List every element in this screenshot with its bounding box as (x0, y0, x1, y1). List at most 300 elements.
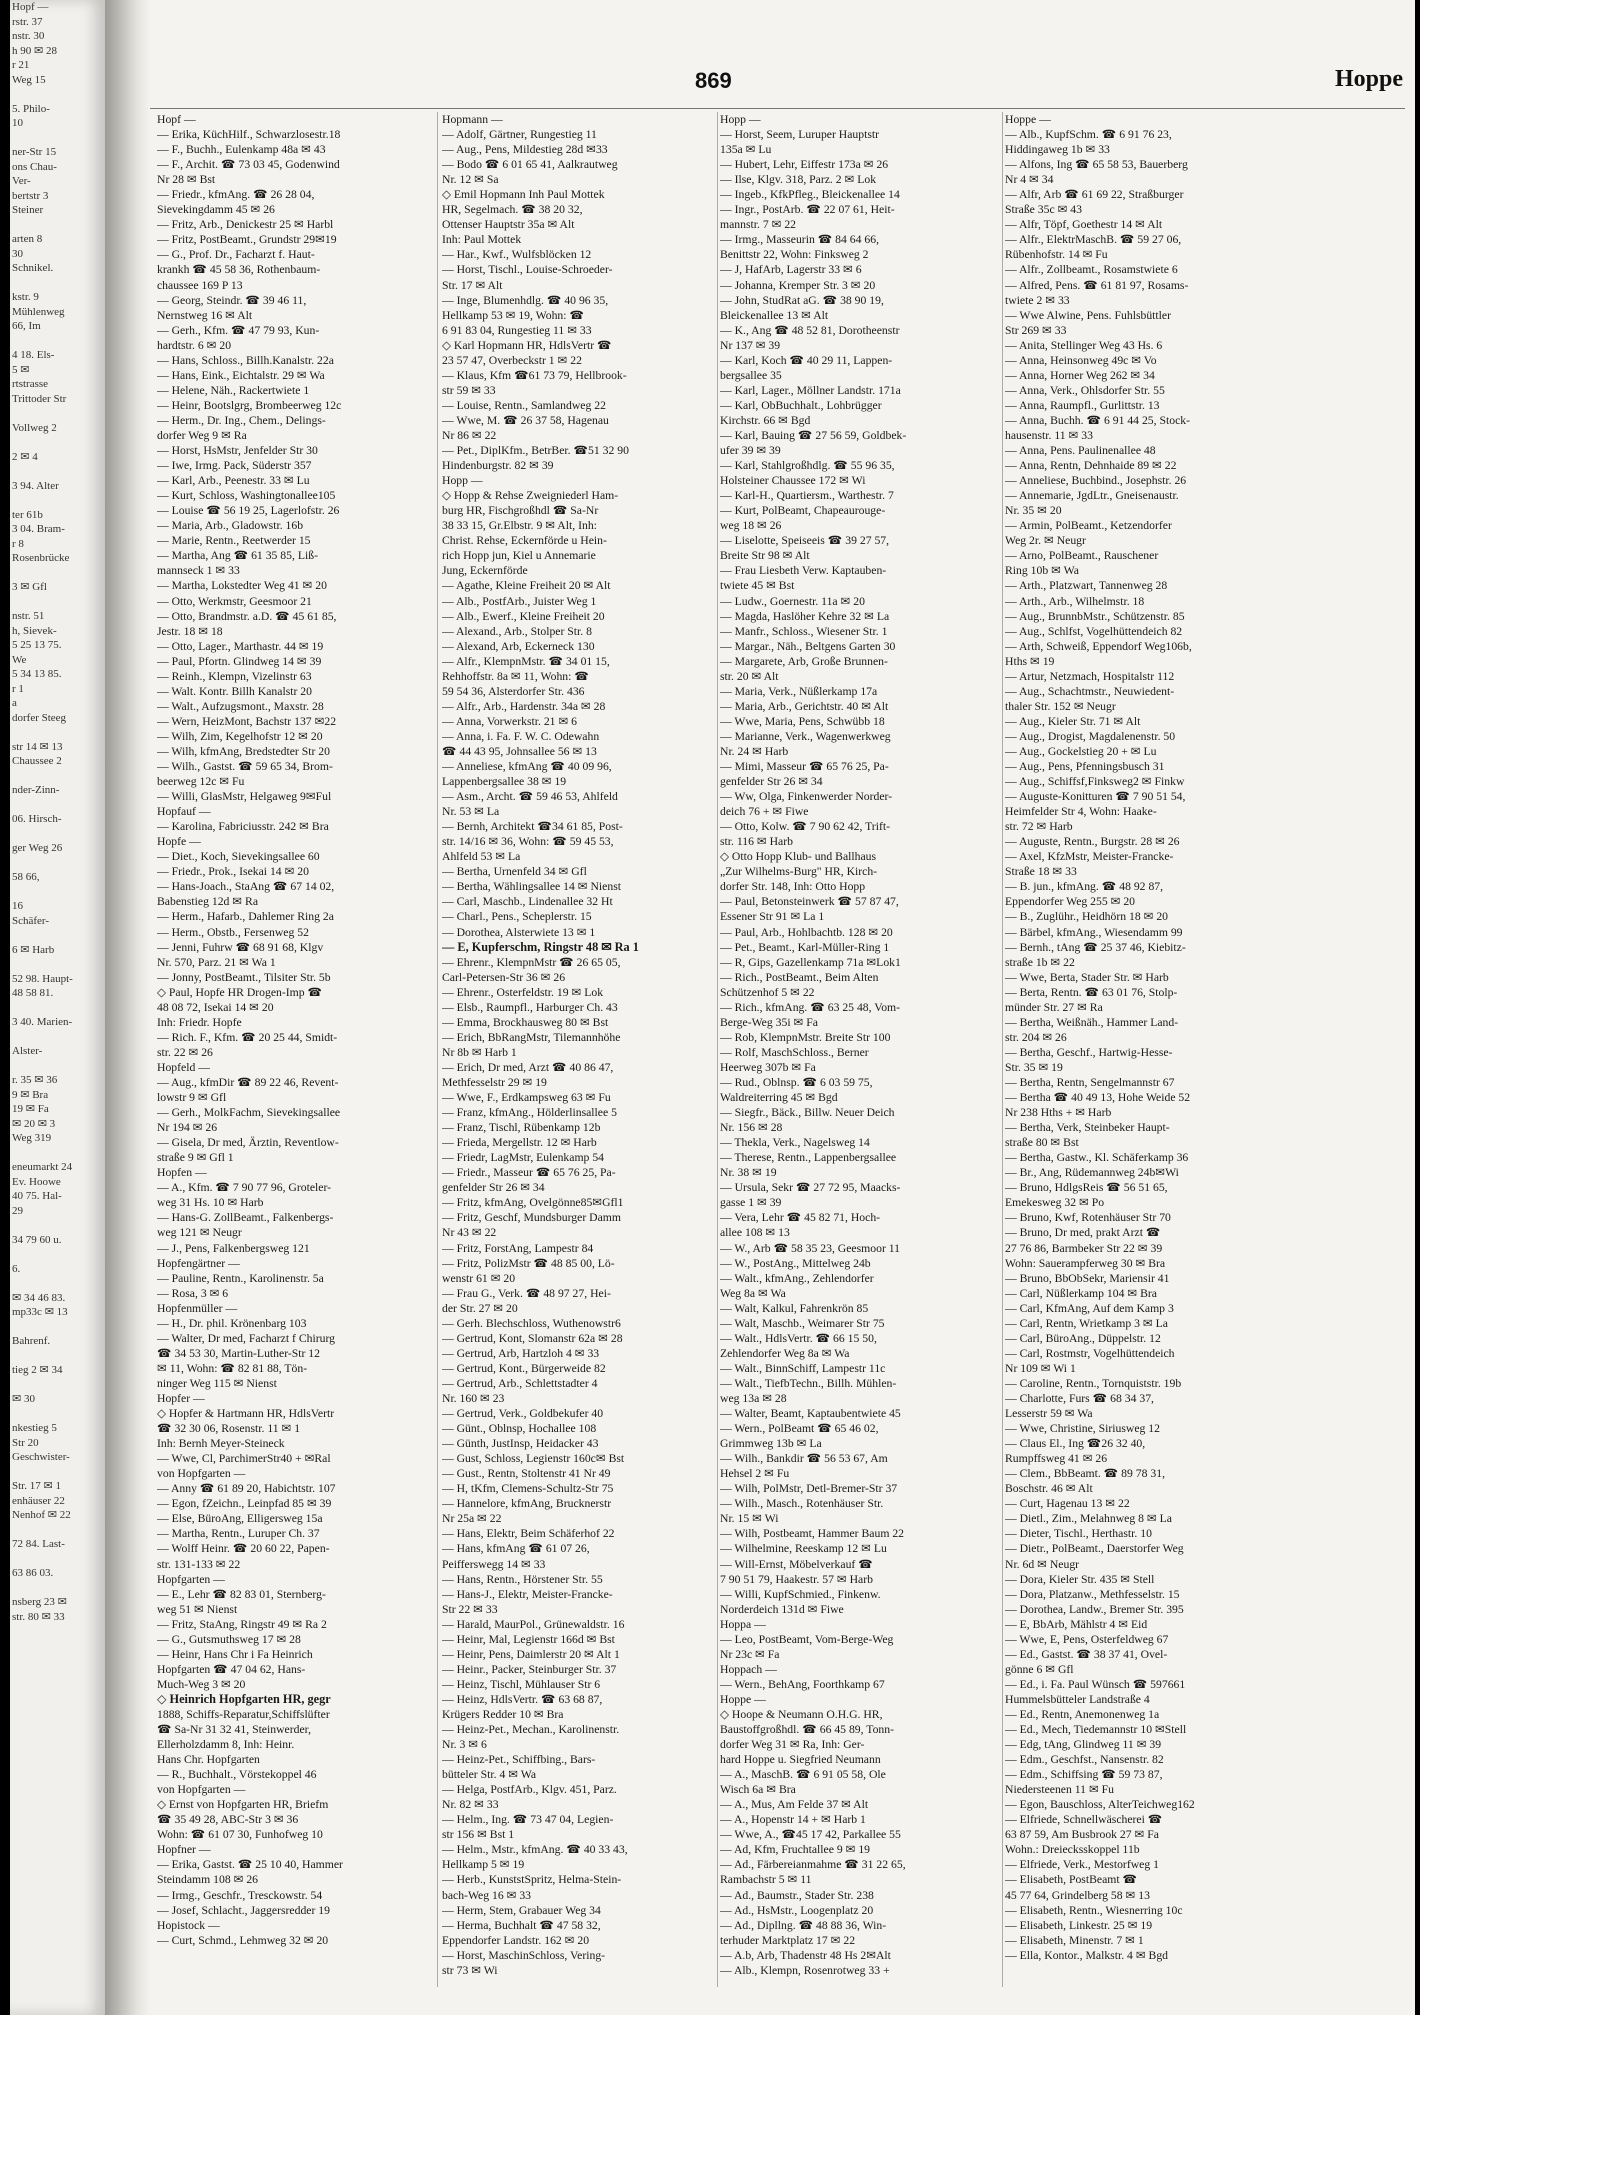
directory-entry: — Heinz, HdlsVertr. ☎ 63 68 87, (442, 1692, 603, 1706)
facing-page-text (12, 827, 105, 842)
directory-entry: — Rich. F., Kfm. ☎ 20 25 44, Smidt- (157, 1030, 338, 1044)
directory-entry: Ring 10b ✉ Wa (1005, 564, 1079, 578)
facing-page-text: h, Sievek- (12, 624, 57, 637)
directory-entry: — Elfriede, Schnellwäscherei ☎ (1005, 1813, 1163, 1827)
directory-entry: — Dora, Platzanw., Methfesselstr. 15 (1005, 1587, 1180, 1601)
directory-entry: — Hans, Eink., Eichtalstr. 29 ✉ Wa (157, 368, 325, 382)
directory-entry: — Aug., Schachtmstr., Neuwiedent- (1005, 684, 1175, 698)
facing-page-text (12, 1378, 105, 1393)
facing-page-text: 66, Im (12, 320, 41, 332)
facing-page-text (12, 769, 105, 784)
directory-entry: — Karl, Bauing ☎ 27 56 59, Goldbek- (720, 428, 907, 442)
page-header (150, 60, 1415, 98)
directory-entry: — Ad., Baumstr., Stader Str. 238 (720, 1888, 874, 1902)
directory-entry: — Bertha, Geschf., Hartwig-Hesse- (1005, 1045, 1173, 1059)
directory-entry: — Ed., Mech, Tiedemannstr 10 ✉Stell (1005, 1723, 1187, 1737)
directory-entry: — Erika, KüchHilf., Schwarzlosestr.18 (157, 128, 341, 142)
facing-page-text (12, 276, 105, 291)
facing-page-text: 5 ✉ (12, 363, 30, 376)
directory-entry: — Wern., BehAng, Foorthkamp 67 (720, 1677, 885, 1691)
directory-entry: Hellkamp 5 ✉ 19 (442, 1858, 525, 1872)
facing-page-text (12, 856, 105, 871)
directory-entry: Steindamm 108 ✉ 26 (157, 1873, 259, 1887)
directory-entry: Jung, Eckernförde (442, 564, 528, 578)
directory-entry: — Dietl., Zim., Melahnweg 8 ✉ La (1005, 1512, 1172, 1526)
directory-entry: — Erich, BbRangMstr, Tilemannhöhe (442, 1030, 621, 1044)
directory-entry: — Alfr., ElektrMaschB. ☎ 59 27 06, (1005, 233, 1182, 247)
directory-entry: — Irmg., Masseurin ☎ 84 64 66, (720, 233, 880, 247)
directory-entry: — Ingeb., KfkPfleg., Bleickenallee 14 (720, 188, 900, 202)
directory-entry: Ellerholzdamm 8, Inh: Heinr. (157, 1738, 295, 1752)
directory-entry: — Josef, Schlacht., Jaggersredder 19 (157, 1903, 330, 1917)
facing-page-text: 6. (12, 1262, 21, 1275)
directory-entry: Nr. 570, Parz. 21 ✉ Wa 1 (157, 955, 276, 969)
facing-page-text: Alster- (12, 1045, 43, 1057)
facing-page-text: 30 (12, 247, 23, 260)
facing-page-text: We (12, 653, 27, 666)
directory-entry: — Wolff Heinr. ☎ 20 60 22, Papen- (157, 1542, 330, 1556)
directory-entry: — Walt., Aufzugsmont., Maxstr. 28 (157, 699, 324, 713)
directory-entry: str. 204 ✉ 26 (1005, 1030, 1067, 1044)
directory-entry: Nr. 53 ✉ La (442, 805, 500, 819)
directory-entry: str. 22 ✉ 26 (157, 1045, 213, 1059)
facing-page-text: 34 79 60 u. (12, 1233, 62, 1246)
directory-entry: gönne 6 ✉ Gfl (1005, 1662, 1074, 1676)
directory-entry: — John, StudRat aG. ☎ 38 90 19, (720, 293, 884, 307)
directory-entry: — Margar., Näh., Beltgens Garten 30 (720, 639, 896, 653)
facing-page-text (12, 1146, 105, 1161)
directory-entry: — Anna, i. Fa. F. W. C. Odewahn (442, 729, 600, 743)
directory-entry: HR, Segelmach. ☎ 38 20 32, (442, 203, 583, 217)
directory-entry: — Gertrud, Verk., Goldbekufer 40 (442, 1407, 604, 1421)
directory-entry: — Auguste, Rentn., Burgstr. 28 ✉ 26 (1005, 835, 1180, 849)
directory-entry: — Irmg., Geschfr., Tresckowstr. 54 (157, 1888, 323, 1902)
directory-entry: Baustoffgroßhdl. ☎ 66 45 89, Tonn- (720, 1723, 895, 1737)
directory-entry: — Wilh, Postbeamt, Hammer Baum 22 (720, 1527, 905, 1541)
directory-entry: — Walt, Maschb., Weimarer Str 75 (720, 1316, 885, 1330)
directory-entry: — Gust, Schloss, Legienstr 160c✉ Bst (442, 1452, 625, 1466)
directory-entry: — Carl, KfmAng, Auf dem Kamp 3 (1005, 1301, 1174, 1315)
directory-entry: str. 20 ✉ Alt (720, 669, 779, 683)
facing-page-text: 5. Philo- (12, 102, 50, 115)
directory-entry: — Gust., Rentn, Stoltenstr 41 Nr 49 (442, 1467, 611, 1481)
directory-entry: — Elsb., Raumpfl., Harburger Ch. 43 (442, 1000, 618, 1014)
directory-entry: Inh: Paul Mottek (442, 233, 522, 247)
directory-entry: twiete 2 ✉ 33 (1005, 293, 1070, 307)
directory-entry: — Walt., TiefbTechn., Billh. Mühlen- (720, 1376, 897, 1390)
directory-entry: — Anna, Rentn, Dehnhaide 89 ✉ 22 (1005, 459, 1177, 473)
directory-entry: — Egon, fZeichn., Leinpfad 85 ✉ 39 (157, 1497, 332, 1511)
directory-entry: — Wwe, Berta, Stader Str. ✉ Harb (1005, 970, 1169, 984)
facing-page-text: r 8 (12, 537, 24, 550)
directory-entry: — Alfr., Arb., Hardenstr. 34a ✉ 28 (442, 699, 606, 713)
directory-entry: 1888, Schiffs-Reparatur,Schiffslüfter (157, 1707, 330, 1721)
directory-entry: hausenstr. 11 ✉ 33 (1005, 428, 1093, 442)
directory-entry: — Manfr., Schloss., Wiesener Str. 1 (720, 624, 888, 638)
directory-entry: — Herm., Hafarb., Dahlemer Ring 2a (157, 910, 334, 924)
directory-entry: — Hans, Rentn., Hörstener Str. 55 (442, 1572, 603, 1586)
directory-entry: — Helene, Näh., Rackertwiete 1 (157, 383, 310, 397)
directory-entry: — K., Ang ☎ 48 52 81, Dorotheenstr (720, 323, 900, 337)
directory-entry: — Karl, Koch ☎ 40 29 11, Lappen- (720, 353, 893, 367)
facing-page-text: r. 35 ✉ 36 (12, 1074, 58, 1086)
facing-page-text (12, 1030, 105, 1045)
directory-entry: ✉ 11, Wohn: ☎ 82 81 88, Tön- (157, 1361, 308, 1375)
directory-entry: Nr 238 Hths + ✉ Harb (1005, 1106, 1112, 1120)
directory-entry: — Berta, Rentn. ☎ 63 01 76, Stolp- (1005, 985, 1178, 999)
directory-entry: — Wern., PolBeamt ☎ 65 46 02, (720, 1422, 879, 1436)
directory-entry: — Erich, Dr med, Arzt ☎ 40 86 47, (442, 1060, 614, 1074)
directory-entry: Hoppa — (720, 1617, 766, 1631)
directory-entry: — Bertha, Rentn, Sengelmannstr 67 (1005, 1076, 1175, 1089)
facing-page-text: 29 (12, 1204, 23, 1217)
directory-entry: — Alfred, Pens. ☎ 61 81 97, Rosams- (1005, 278, 1189, 292)
directory-entry: — Har., Kwf., Wulfsblöcken 12 (442, 248, 592, 262)
directory-entry: — Fritz, StaAng, Ringstr 49 ✉ Ra 2 (157, 1617, 327, 1631)
directory-entry: Straße 35c ✉ 43 (1005, 203, 1082, 217)
facing-page-text: 10 (12, 117, 23, 129)
facing-page-text: 40 75. Hal- (12, 1190, 62, 1202)
directory-entry: — Martha, Rentn., Luruper Ch. 37 (157, 1527, 320, 1541)
directory-entry: ninger Weg 115 ✉ Nienst (157, 1376, 277, 1390)
directory-entry: — Alfr, Arb ☎ 61 69 22, Straßburger (1005, 188, 1184, 202)
directory-entry: Nr 8b ✉ Harb 1 (442, 1045, 517, 1059)
directory-entry: — Gertrud, Arb, Hartzloh 4 ✉ 33 (442, 1346, 600, 1360)
directory-entry: — Alb., Klempn, Rosenrotweg 33 + (720, 1963, 890, 1977)
directory-entry: str 73 ✉ Wi (442, 1963, 498, 1977)
facing-page-text: Chaussee 2 (12, 755, 62, 767)
directory-entry: deich 76 + ✉ Fiwe (720, 805, 809, 819)
directory-entry: Hellkamp 53 ✉ 19, Wohn: ☎ (442, 308, 585, 322)
directory-entry: — Bertha, Urnenfeld 34 ✉ Gfl (442, 865, 587, 879)
directory-entry: Hths ✉ 19 (1005, 654, 1055, 668)
directory-entry: hard Hoppe u. Siegfried Neumann (720, 1753, 881, 1767)
directory-entry: — Karl, Stahlgroßhdlg. ☎ 55 96 35, (720, 459, 895, 473)
directory-entry: Hopfen — (157, 1166, 207, 1180)
directory-entry: Weg 2r. ✉ Neugr (1005, 534, 1086, 548)
directory-entry: — J, HafArb, Lagerstr 33 ✉ 6 (720, 263, 862, 277)
directory-entry: — Erika, Gastst. ☎ 25 10 40, Hammer (157, 1858, 343, 1872)
directory-entry: ☎ 34 53 30, Martin-Luther-Str 12 (157, 1346, 320, 1360)
directory-entry: Babenstieg 12d ✉ Ra (157, 895, 259, 909)
facing-page-text: Mühlenweg (12, 305, 65, 318)
directory-entry: — Artur, Netzmach, Hospitalstr 112 (1005, 669, 1175, 683)
directory-entry: — Carl, Rostmstr, Vogelhüttendeich (1005, 1346, 1175, 1360)
directory-entry: — Auguste-Konitturen ☎ 7 90 51 54, (1005, 790, 1186, 804)
directory-entry: Schützenhof 5 ✉ 22 (720, 985, 815, 999)
directory-entry: — R, Gips, Gazellenkamp 71a ✉Lok1 (720, 955, 901, 969)
facing-page-text: r 1 (12, 682, 24, 695)
directory-entry: Norderdeich 131d ✉ Fiwe (720, 1602, 844, 1616)
directory-entry: str. 131-133 ✉ 22 (157, 1557, 241, 1571)
directory-entry: Wohn.: Dreiecksskoppel 11b (1005, 1843, 1140, 1857)
directory-entry: Niedersteenen 11 ✉ Fu (1005, 1783, 1114, 1797)
directory-entry: Jestr. 18 ✉ 18 (157, 624, 223, 638)
directory-entry: — Herma, Buchhalt ☎ 47 58 32, (442, 1918, 601, 1932)
facing-page-text: tieg 2 ✉ 34 (12, 1364, 63, 1376)
directory-entry: ◇ Heinrich Hopfgarten HR, gegr (157, 1691, 331, 1706)
facing-page-text (12, 1247, 105, 1262)
directory-entry: — Friedr., kfmAng. ☎ 26 28 04, (157, 188, 315, 202)
facing-page-text: Steiner (12, 204, 44, 216)
facing-page-text: Weg 319 (12, 1132, 52, 1144)
directory-entry: — Karolina, Fabriciusstr. 242 ✉ Bra (157, 820, 329, 834)
facing-page-text (12, 566, 105, 581)
directory-entry: — Bertha, Verk, Steinbeker Haupt- (1005, 1121, 1170, 1135)
directory-entry: Waldreiterring 45 ✉ Bgd (720, 1091, 838, 1105)
directory-entry: — Aug., Schiffsf,Finksweg2 ✉ Finkw (1005, 775, 1185, 789)
directory-entry: Nr. 35 ✉ 20 (1005, 504, 1062, 518)
directory-entry: — Bertha, Wählingsallee 14 ✉ Nienst (442, 880, 622, 894)
directory-entry: Benittstr 22, Wohn: Finksweg 2 (720, 248, 869, 262)
facing-page-text: enhäuser 22 (12, 1494, 65, 1507)
directory-entry: ◇ Otto Hopp Klub- und Ballhaus (720, 850, 877, 864)
directory-entry: — Br., Ang, Rüdemannweg 24b✉Wi (1005, 1166, 1179, 1180)
directory-entry: Hoppe — (1005, 113, 1051, 126)
directory-entry: str. 14/16 ✉ 36, Wohn: ☎ 59 45 53, (442, 835, 614, 849)
directory-entry: twiete 45 ✉ Bst (720, 579, 795, 593)
directory-entry: — Anna, Horner Weg 262 ✉ 34 (1005, 368, 1155, 382)
directory-entry: 7 90 51 79, Haakestr. 57 ✉ Harb (720, 1572, 873, 1586)
directory-entry: — Arth., Arb., Wilhelmstr. 18 (1005, 594, 1145, 608)
directory-entry: — Wwe, Cl, ParchimerStr40 + ✉Ral (157, 1452, 331, 1466)
facing-page-text: 9 ✉ Bra (12, 1088, 49, 1101)
facing-page-text: nsberg 23 ✉ (12, 1596, 67, 1608)
directory-entry: — Harald, MaurPol., Grünewaldstr. 16 (442, 1617, 625, 1631)
facing-page-text: 72 84. Last- (12, 1538, 65, 1550)
facing-page-text: bertstr 3 (12, 189, 49, 202)
directory-entry: straße 1b ✉ 22 (1005, 955, 1075, 969)
directory-entry: — Wwe, Maria, Pens, Schwübb 18 (720, 714, 885, 728)
directory-entry: — Ad., Dipllng. ☎ 48 88 36, Win- (720, 1918, 887, 1932)
directory-entry: — A.b, Arb, Thadenstr 48 Hs 2✉Alt (720, 1948, 891, 1962)
directory-entry: — Wwe, A., ☎45 17 42, Parkallee 55 (720, 1828, 901, 1842)
directory-entry: bergsallee 35 (720, 368, 782, 382)
directory-entry: — W., PostAng., Mittelweg 24b (720, 1256, 871, 1270)
directory-entry: — Helm., Ing. ☎ 73 47 04, Legien- (442, 1813, 614, 1827)
directory-entry: weg 121 ✉ Neugr (157, 1226, 242, 1240)
facing-page-text (12, 1349, 105, 1364)
directory-entry: Kirchstr. 66 ✉ Bgd (720, 413, 811, 427)
directory-entry: genfelder Str 26 ✉ 34 (442, 1181, 545, 1195)
directory-entry: Christ. Rehse, Eckernförde u Hein- (442, 534, 607, 548)
directory-entry: — Aug., kfmDir ☎ 89 22 46, Revent- (157, 1076, 339, 1089)
directory-entry: — Arno, PolBeamt., Rauschener (1005, 549, 1159, 563)
directory-entry: — Günt., Oblnsp, Hochallee 108 (442, 1422, 597, 1436)
directory-entry: — Clem., BbBeamt. ☎ 89 78 31, (1005, 1467, 1165, 1481)
directory-entry: — Bruno, BbObSekr, Mariensir 41 (1005, 1271, 1170, 1285)
directory-entry: — Carl, Nüßlerkamp 104 ✉ Bra (1005, 1286, 1157, 1300)
facing-page-text: ons Chau- (12, 160, 57, 173)
facing-page-fragment (10, 0, 107, 2015)
facing-page-text: arten 8 (12, 233, 43, 245)
directory-entry: dorfer Weg 31 ✉ Ra, Inh: Ger- (720, 1738, 865, 1752)
directory-entry: — Hans, kfmAng ☎ 61 07 26, (442, 1542, 590, 1556)
facing-page-text: 19 ✉ Fa (12, 1103, 49, 1115)
directory-entry: — Horst, HsMstr, Jenfelder Str 30 (157, 444, 318, 458)
directory-entry: Inh: Bernh Meyer-Steineck (157, 1437, 285, 1451)
directory-entry: — H., Dr. phil. Krönenbarg 103 (157, 1316, 307, 1330)
directory-entry: Nr 4 ✉ 34 (1005, 173, 1054, 187)
facing-page-text: rstr. 37 (12, 15, 43, 28)
directory-entry: dorfer Weg 9 ✉ Ra (157, 428, 247, 442)
directory-entry: — Magda, Haslöher Kehre 32 ✉ La (720, 609, 890, 623)
directory-entry: — Paul, Arb., Hohlbachtb. 128 ✉ 20 (720, 925, 893, 939)
directory-entry: Nr 25a ✉ 22 (442, 1512, 502, 1526)
directory-entry: weg 13a ✉ 28 (720, 1391, 787, 1405)
directory-entry: Heimfelder Str 4, Wohn: Haake- (1005, 805, 1157, 819)
facing-page-text (12, 1552, 105, 1567)
directory-entry: — Aug., Gockelstieg 20 + ✉ Lu (1005, 744, 1157, 758)
directory-entry: — Charl., Pens., Scheplerstr. 15 (442, 910, 592, 924)
directory-entry: — Aug., BrunnbMstr., Schützenstr. 85 (1005, 609, 1185, 623)
directory-entry: — H, tKfm, Clemens-Schultz-Str 75 (442, 1482, 614, 1496)
directory-entry: — Ww, Olga, Finkenwerder Norder- (720, 790, 893, 804)
directory-entry: — Dorothea, Alsterwiete 13 ✉ 1 (442, 925, 596, 939)
directory-entry: — Frau G., Verk. ☎ 48 97 27, Hei- (442, 1286, 611, 1300)
directory-entry: — Rosa, 3 ✉ 6 (157, 1286, 229, 1300)
directory-entry: — Walter, Beamt, Kaptaubentwiete 45 (720, 1407, 901, 1421)
directory-entry: Hindenburgstr. 82 ✉ 39 (442, 459, 554, 473)
directory-entry: — Gertrud, Kont., Bürgerweide 82 (442, 1361, 606, 1375)
directory-entry: Peifferswegg 14 ✉ 33 (442, 1557, 546, 1571)
directory-entry: — Bruno, HdlgsReis ☎ 56 51 65, (1005, 1181, 1168, 1195)
directory-entry: — Heinz-Pet., Mechan., Karolinenstr. (442, 1723, 620, 1737)
directory-entry: — Otto, Kolw. ☎ 7 90 62 42, Trift- (720, 820, 890, 834)
directory-entry: Str 269 ✉ 33 (1005, 323, 1067, 337)
facing-page-text: ger Weg 26 (12, 842, 63, 854)
directory-entry: — Wwe, M. ☎ 26 37 58, Hagenau (442, 413, 609, 427)
directory-entry: — Bertha, Weißnäh., Hammer Land- (1005, 1015, 1179, 1029)
directory-entry: — Anita, Stellinger Weg 43 Hs. 6 (1005, 338, 1163, 352)
facing-page-text: 48 58 81. (12, 987, 54, 999)
directory-entry: — Fritz, kfmAng, Ovelgönne85✉Gfl1 (442, 1196, 624, 1210)
column-1 (157, 112, 435, 1987)
directory-page (10, 0, 1415, 2015)
directory-entry: — Rolf, MaschSchloss., Berner (720, 1045, 869, 1059)
directory-entry: — Agathe, Kleine Freiheit 20 ✉ Alt (442, 579, 611, 593)
directory-entry: — Franz, kfmAng., Hölderlinsallee 5 (442, 1106, 617, 1120)
directory-entry: Hoppe — (720, 1692, 766, 1706)
directory-entry: — Asm., Archt. ☎ 59 46 53, Ahlfeld (442, 790, 618, 804)
directory-entry: Zehlendorfer Weg 8a ✉ Wa (720, 1346, 850, 1360)
directory-entry: rich Hopp jun, Kiel u Annemarie (442, 549, 596, 563)
directory-entry: — Heinr, Bootslgrg, Brombeerweg 12c (157, 398, 342, 412)
directory-entry: — Karl, ObBuchhalt., Lohbrügger (720, 398, 882, 412)
directory-entry: — Fritz, PostBeamt., Grundstr 29✉19 (157, 233, 337, 247)
directory-entry: Nr. 3 ✉ 6 (442, 1738, 487, 1752)
facing-page-text: Ver- (12, 175, 31, 187)
directory-entry: — Dieter, Tischl., Herthastr. 10 (1005, 1527, 1152, 1541)
directory-entry: — Martha, Ang ☎ 61 35 85, Liß- (157, 549, 318, 563)
directory-entry: — Pet., Beamt., Karl-Müller-Ring 1 (720, 940, 890, 954)
directory-entry: 135a ✉ Lu (720, 143, 772, 157)
directory-entry: — Walt., HdlsVertr. ☎ 66 15 50, (720, 1331, 877, 1345)
directory-entry: — F., Archit. ☎ 73 03 45, Godenwind (157, 158, 340, 172)
directory-entry: — Carl, BüroAng., Düppelstr. 12 (1005, 1331, 1161, 1345)
directory-entry: — Aug., Schlfst, Vogelhüttendeich 82 (1005, 624, 1183, 638)
directory-entry: Hans Chr. Hopfgarten (157, 1753, 260, 1767)
directory-entry: — Wilh., Masch., Rotenhäuser Str. (720, 1497, 884, 1511)
directory-entry: — Gerh., MolkFachm, Sievekingsallee (157, 1106, 341, 1120)
facing-page-text (12, 885, 105, 900)
directory-entry: — Bernh., tAng ☎ 25 37 46, Kiebitz- (1005, 940, 1186, 954)
directory-entry: — Elfriede, Verk., Mestorfweg 1 (1005, 1858, 1159, 1872)
directory-entry: — Ehrenr., Osterfeldstr. 19 ✉ Lok (442, 985, 604, 999)
facing-page-text: 3 ✉ Gfl (12, 581, 47, 593)
directory-entry: — Aug., Pens, Pfenningsbusch 31 (1005, 760, 1165, 774)
directory-entry: 27 76 86, Barmbeker Str 22 ✉ 39 (1005, 1241, 1163, 1255)
directory-entry: — Frau Liesbeth Verw. Kaptauben- (720, 564, 887, 578)
directory-entry: ☎ 44 43 95, Johnsallee 56 ✉ 13 (442, 744, 597, 758)
directory-entry: Hoppach — (720, 1662, 777, 1676)
facing-page-text: 63 86 03. (12, 1567, 54, 1579)
directory-entry: ◇ Paul, Hopfe HR Drogen-Imp ☎ (157, 985, 323, 999)
directory-entry: — Diet., Koch, Sievekingsallee 60 (157, 850, 320, 864)
directory-entry: Krügers Redder 10 ✉ Bra (442, 1707, 564, 1721)
directory-entry: Hopp — (720, 113, 761, 126)
facing-page-text (12, 1407, 105, 1422)
directory-entry: bütteler Str. 4 ✉ Wa (442, 1768, 537, 1782)
directory-entry: — Wilh., Gastst. ☎ 59 65 34, Brom- (157, 760, 333, 774)
directory-entry: — Rob, KlempnMstr. Breite Str 100 (720, 1030, 891, 1044)
directory-entry: — Herb., KunststSpritz, Helma-Stein- (442, 1873, 622, 1887)
facing-page-text: ter 61b (12, 508, 43, 521)
directory-entry: Weg 8a ✉ Wa (720, 1286, 786, 1300)
facing-page-text (12, 493, 105, 508)
directory-entry: Hopfengärtner — (157, 1256, 240, 1270)
directory-entry: Ottenser Hauptstr 35a ✉ Alt (442, 218, 575, 232)
facing-page-text: 4 18. Els- (12, 349, 55, 361)
directory-entry: — Ella, Kontor., Malkstr. 4 ✉ Bgd (1005, 1948, 1169, 1962)
directory-entry: ☎ 32 30 06, Rosenstr. 11 ✉ 1 (157, 1422, 301, 1436)
directory-entry: — Heinr, Mal, Legienstr 166d ✉ Bst (442, 1632, 615, 1646)
directory-entry: — Wilh, PolMstr, Detl-Bremer-Str 37 (720, 1482, 898, 1496)
directory-entry: allee 108 ✉ 13 (720, 1226, 790, 1240)
facing-page-text: 3 40. Marien- (12, 1016, 73, 1028)
directory-entry: — Heinr., Packer, Steinburger Str. 37 (442, 1662, 617, 1676)
directory-entry: — Dora, Kieler Str. 435 ✉ Stell (1005, 1572, 1155, 1586)
directory-entry: — Siegfr., Bäck., Billw. Neuer Deich (720, 1106, 895, 1120)
facing-page-text: a (12, 697, 17, 709)
directory-entry: 38 33 15, Gr.Elbstr. 9 ✉ Alt, Inh: (442, 519, 597, 533)
facing-page-text (12, 1218, 105, 1233)
directory-entry: — Karl, Arb., Peenestr. 33 ✉ Lu (157, 474, 310, 488)
directory-entry: — Wwe, F., Erdkampsweg 63 ✉ Fu (442, 1091, 611, 1105)
directory-entry: — Walt. Kontr. Billh Kanalstr 20 (157, 684, 312, 698)
facing-page-text: Ev. Hoowe (12, 1175, 61, 1188)
directory-entry: — Carl, Maschb., Lindenallee 32 Ht (442, 895, 613, 909)
directory-entry: Nr 137 ✉ 39 (720, 338, 781, 352)
directory-entry: — Frieda, Mergellstr. 12 ✉ Harb (442, 1136, 597, 1150)
directory-entry: weg 51 ✉ Nienst (157, 1602, 238, 1616)
directory-entry: Bleickenallee 13 ✉ Alt (720, 308, 829, 322)
directory-entry: — Heinr, Pens, Daimlerstr 20 ✉ Alt 1 (442, 1647, 620, 1661)
directory-entry: — Anna, Verk., Ohlsdorfer Str. 55 (1005, 383, 1165, 397)
directory-entry: Nr. 156 ✉ 28 (720, 1121, 783, 1135)
facing-page-text (12, 1059, 105, 1074)
directory-entry: Essener Str 91 ✉ La 1 (720, 910, 825, 924)
directory-entry: Nr 194 ✉ 26 (157, 1121, 218, 1135)
directory-entry: — B. jun., kfmAng. ☎ 48 92 87, (1005, 880, 1164, 894)
directory-entry: Nr 43 ✉ 22 (442, 1226, 497, 1240)
directory-entry: — Anny ☎ 61 89 20, Habichtstr. 107 (157, 1482, 336, 1496)
directory-entry: Lappenbergsallee 38 ✉ 19 (442, 775, 567, 789)
column-3 (720, 112, 1005, 1987)
facing-page-text (12, 1001, 105, 1016)
directory-entry: — Hubert, Lehr, Eiffestr 173a ✉ 26 (720, 158, 889, 172)
facing-page-text: Str 20 (12, 1436, 39, 1449)
